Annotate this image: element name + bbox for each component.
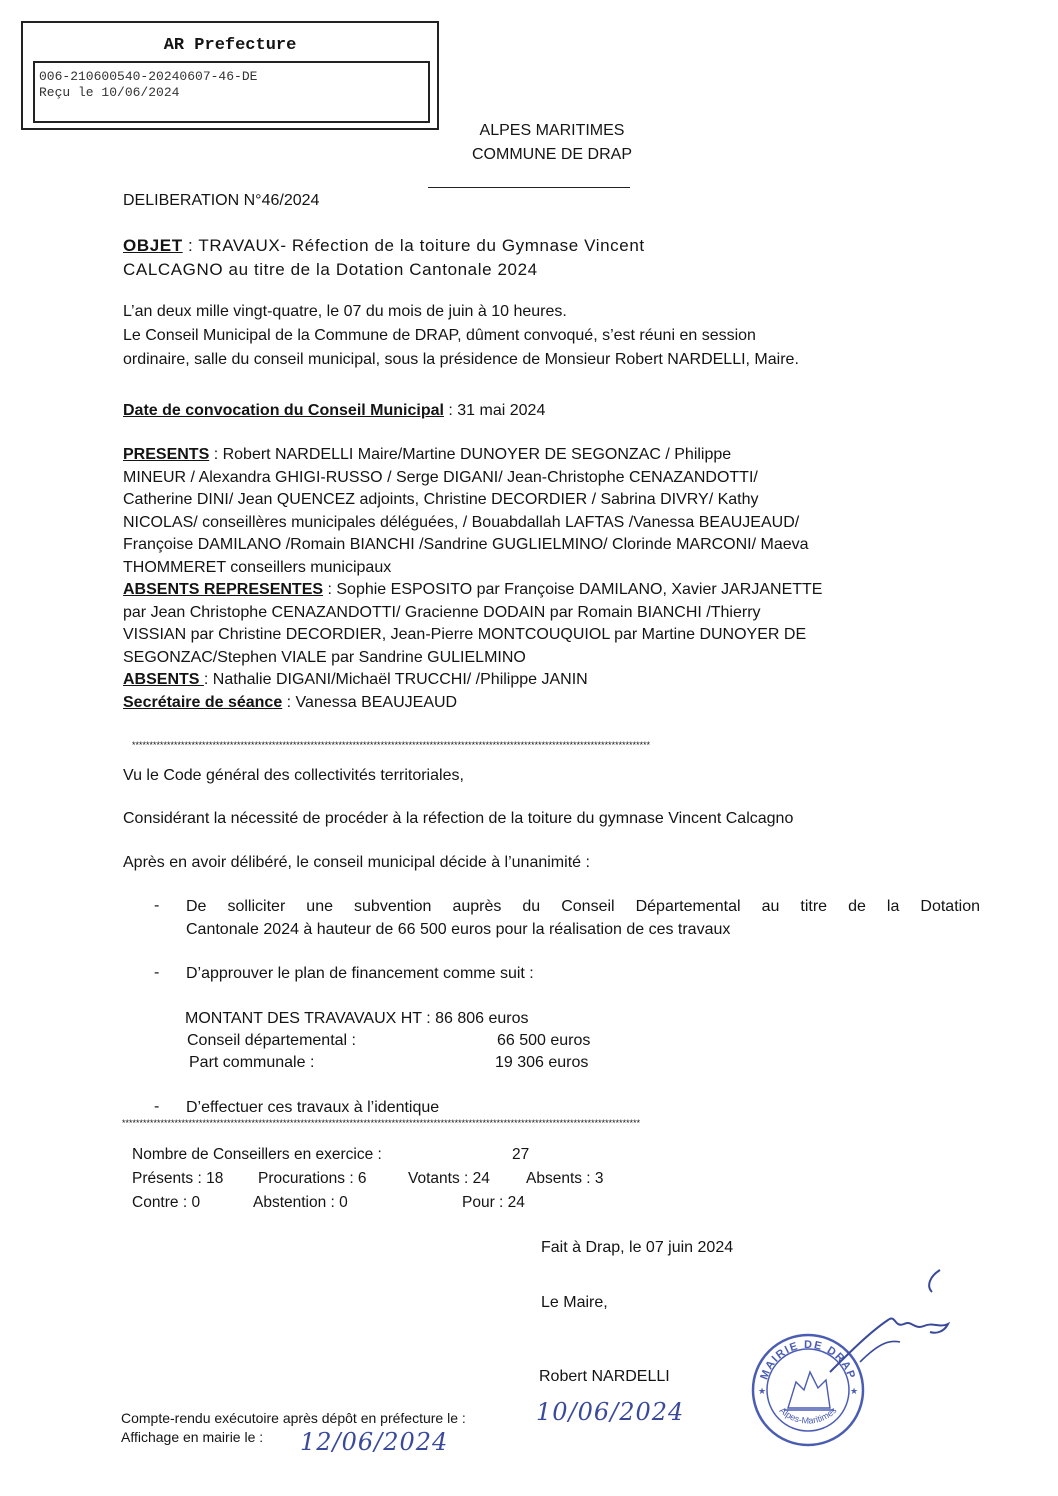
vote-abstention: Abstention : 0 (253, 1194, 348, 1211)
vote-absents: Absents : 3 (526, 1170, 604, 1187)
svg-text:★: ★ (850, 1386, 859, 1396)
secretaire-label: Secrétaire de séance (123, 693, 283, 711)
absents-label: ABSENTS (123, 671, 204, 688)
deliberation-number: DELIBERATION N°46/2024 (123, 192, 320, 209)
absents-representes-text-3: VISSIAN par Christine DECORDIER, Jean-Pierre MONTCOUQUIOL par Martine DUNOYER DE (123, 626, 807, 643)
executoire-label: Compte-rendu exécutoire après dépôt en préfecture le : (121, 1410, 466, 1426)
convocation-label: Date de convocation du Conseil Municipal (123, 402, 444, 419)
financing-montant-label: MONTANT DES TRAVAVAUX HT : (185, 1010, 431, 1027)
financing-part-label: Part communale : (189, 1054, 315, 1071)
presents-line-1 (123, 444, 983, 467)
objet-line-1 (123, 234, 645, 258)
ar-prefecture-reference (33, 61, 430, 123)
presents-text-2: MINEUR / Alexandra GHIGI-RUSSO / Serge DIGANI/ Jean-Christophe CENAZANDOTTI/ (123, 468, 758, 486)
financing-conseil-value: 66 500 euros (497, 1032, 591, 1049)
affichage-date-handwritten: 12/06/2024 (300, 1428, 449, 1456)
star-separator-bottom: **************************************************************************************************************************************************** (121, 1119, 640, 1129)
considerant-line: Considérant la nécessité de procéder à la réfection de la toiture du gymnase Vincent Calcagno (123, 810, 794, 827)
stamp-bottom-text: Alpes-Maritimes (777, 1405, 839, 1426)
svg-text:★: ★ (758, 1386, 767, 1396)
absents-representes-text-4: SEGONZAC/Stephen VIALE par Sandrine GULIELMINO (123, 648, 526, 666)
financing-montant-value: 86 806 euros (435, 1010, 529, 1027)
convocation-date: : 31 mai 2024 (443, 402, 546, 419)
absents-representes-label: ABSENTS REPRESENTES (123, 581, 324, 598)
absents-line (123, 669, 983, 692)
intro-paragraph (123, 300, 973, 372)
intro-line-1: L’an deux mille vingt-quatre, le 07 du mois de juin à 10 heures. (123, 303, 567, 320)
department-heading: ALPES MARITIMES (479, 122, 625, 139)
presents-text-3: Catherine DINI/ Jean QUENCEZ adjoints, Christine DECORDIER / Sabrina DIVRY/ Kathy (123, 491, 759, 508)
vote-pour: Pour : 24 (462, 1194, 525, 1211)
bullet-1-line-2: Cantonale 2024 à hauteur de 66 500 euros pour la réalisation de ces travaux (186, 920, 731, 938)
ar-prefecture-title: AR Prefecture (163, 36, 297, 55)
objet-block (123, 234, 645, 282)
bullet-1-text (186, 896, 980, 941)
objet-text-2: CALCAGNO au titre de la Dotation Cantonale 2024 (123, 260, 538, 279)
objet-text-1: : TRAVAUX- Réfection de la toiture du Gymnase Vincent (182, 236, 645, 255)
absents-representes-text-2: par Jean Christophe CENAZANDOTTI/ Gracienne DODAIN par Romain BIANCHI /Thierry (123, 603, 761, 621)
vote-contre: Contre : 0 (132, 1194, 201, 1211)
stamp-top-text: MAIRIE DE DRAP (758, 1338, 858, 1382)
ar-reference-number: 006-210600540-20240607-46-DE (39, 69, 258, 84)
maire-name: Robert NARDELLI (539, 1368, 670, 1385)
bullet-dash-1: - (154, 897, 160, 914)
secretaire-line (123, 692, 983, 715)
financing-montant-row (185, 1008, 529, 1030)
ar-prefecture-box (21, 21, 439, 130)
executoire-date-handwritten: 10/06/2024 (536, 1398, 685, 1426)
objet-label: OBJET (123, 236, 183, 255)
presents-text-4: NICOLAS/ conseillères municipales déléguées, / Bouabdallah LAFTAS /Vanessa BEAUJEAUD/ (123, 513, 800, 531)
bullet-dash-3: - (154, 1098, 160, 1115)
bullet-dash-2: - (154, 964, 160, 981)
ar-received-date: Reçu le 10/06/2024 (39, 85, 180, 100)
absents-text: : Nathalie DIGANI/Michaël TRUCCHI/ /Philippe JANIN (203, 671, 588, 688)
star-separator-top: **************************************************************************************************************************************************** (131, 741, 650, 751)
header-divider (428, 187, 630, 188)
apres-line: Après en avoir délibéré, le conseil municipal décide à l’unanimité : (123, 854, 590, 871)
presents-text-6: THOMMERET conseillers municipaux (123, 558, 392, 576)
presents-text-1: : Robert NARDELLI Maire/Martine DUNOYER DE SEGONZAC / Philippe (209, 446, 732, 463)
presents-text-5: Françoise DAMILANO /Romain BIANCHI /Sandrine GUGLIELMINO/ Clorinde MARCONI/ Maeva (123, 536, 809, 553)
financing-part-value: 19 306 euros (495, 1054, 589, 1071)
le-maire-label: Le Maire, (541, 1294, 608, 1311)
vote-procurations: Procurations : 6 (258, 1170, 367, 1187)
intro-line-3: ordinaire, salle du conseil municipal, sous la présidence de Monsieur Robert NARDELLI, Maire. (123, 351, 799, 368)
affichage-label: Affichage en mairie le : (121, 1429, 264, 1445)
presents-label: PRESENTS (123, 446, 210, 463)
attendance-block (123, 444, 983, 714)
exercice-label: Nombre de Conseillers en exercice : (132, 1146, 382, 1163)
bullet-3-text: D’effectuer ces travaux à l’identique (186, 1099, 440, 1116)
exercice-value: 27 (512, 1146, 530, 1163)
commune-heading: COMMUNE DE DRAP (471, 146, 632, 163)
bullet-1-line-1: De solliciter une subvention auprès du Conseil Départemental au titre de la Dotation (186, 898, 980, 915)
vote-presents: Présents : 18 (132, 1170, 224, 1187)
vote-votants: Votants : 24 (408, 1170, 490, 1187)
financing-plan (185, 1008, 529, 1030)
absents-representes-text-1: : Sophie ESPOSITO par Françoise DAMILANO, Xavier JARJANETTE (323, 581, 823, 598)
secretaire-text: : Vanessa BEAUJEAUD (282, 693, 458, 711)
mayor-signature (800, 1262, 960, 1392)
convocation-line (123, 400, 545, 423)
financing-conseil-label: Conseil départemental : (187, 1032, 356, 1049)
intro-line-2: Le Conseil Municipal de la Commune de DRAP, dûment convoqué, s’est réuni en session (123, 327, 756, 344)
bullet-2-text: D’approuver le plan de financement comme suit : (186, 965, 534, 982)
absents-representes-line-1 (123, 579, 983, 602)
vu-line: Vu le Code général des collectivités territoriales, (123, 767, 464, 784)
fait-a-drap: Fait à Drap, le 07 juin 2024 (541, 1239, 734, 1256)
